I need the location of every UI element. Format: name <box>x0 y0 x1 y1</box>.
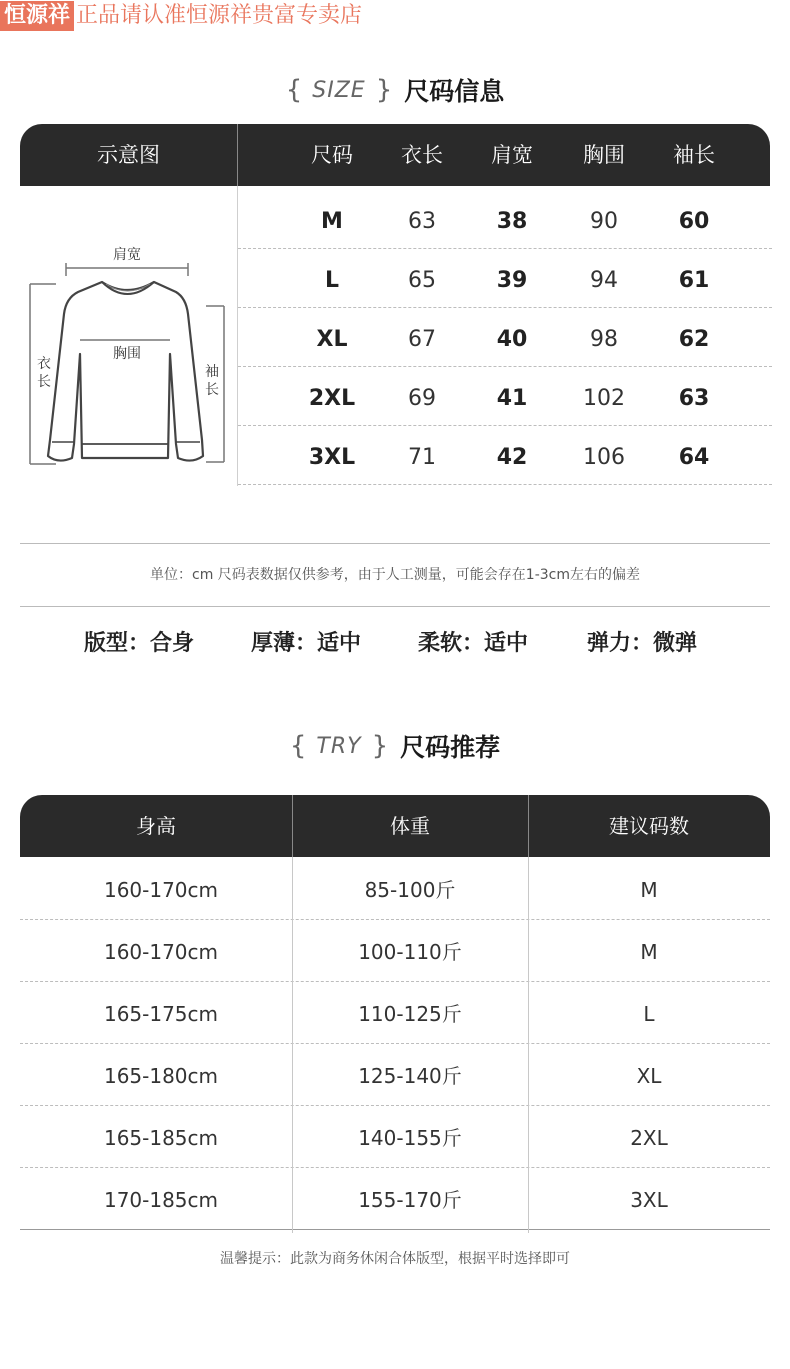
size-row <box>238 308 772 367</box>
size-table-header <box>20 124 770 186</box>
length-cell: 69 <box>408 386 436 411</box>
sleeve-cell: 62 <box>678 327 710 352</box>
height-cell: 160-170cm <box>103 878 219 902</box>
shoulder-cell: 39 <box>496 268 528 293</box>
size-cell: 3XL <box>308 445 356 470</box>
height-cell: 165-175cm <box>103 1002 219 1026</box>
try-row <box>20 1106 770 1168</box>
height-cell: 170-185cm <box>103 1188 219 1212</box>
column-divider <box>528 857 529 1233</box>
try-row <box>20 1044 770 1106</box>
fabric-attributes <box>0 626 790 660</box>
header-shoulder: 肩宽 <box>491 143 533 167</box>
size-cell: 2XL <box>308 386 356 411</box>
recommended-size-cell: M <box>640 878 658 902</box>
header-chest: 胸围 <box>583 143 625 167</box>
try-row <box>20 982 770 1044</box>
header-sleeve: 袖长 <box>673 143 715 167</box>
recommended-size-cell: M <box>640 940 658 964</box>
weight-cell: 140-155斤 <box>358 1126 462 1150</box>
size-row <box>238 249 772 308</box>
brace-right-icon: } <box>375 75 393 105</box>
softness-attribute: 柔软：适中 <box>418 631 529 656</box>
chest-label: 胸围 <box>113 346 141 362</box>
size-cell: M <box>321 209 343 234</box>
recommended-size-cell: XL <box>636 1064 662 1088</box>
length-cell: 63 <box>408 209 436 234</box>
try-section-title <box>0 726 790 766</box>
header-recommended-size: 建议码数 <box>609 814 689 838</box>
header-length: 衣长 <box>401 143 443 167</box>
size-section-title <box>0 70 790 110</box>
try-row <box>20 858 770 920</box>
weight-cell: 110-125斤 <box>358 1002 462 1026</box>
brace-left-icon: { <box>289 731 307 761</box>
elasticity-attribute: 弹力：微弹 <box>587 631 698 656</box>
chest-cell: 102 <box>583 386 625 411</box>
chest-cell: 106 <box>583 445 625 470</box>
header-height: 身高 <box>136 814 176 838</box>
shoulder-cell: 42 <box>496 445 528 470</box>
size-title-en: SIZE <box>312 77 366 103</box>
size-cell: XL <box>316 327 348 352</box>
try-title-cn: 尺码推荐 <box>400 733 501 762</box>
try-table-header <box>20 795 770 857</box>
chest-cell: 94 <box>590 268 618 293</box>
recommended-size-cell: L <box>643 1002 655 1026</box>
length-label-1: 衣 <box>37 356 51 372</box>
length-cell: 65 <box>408 268 436 293</box>
header-divider <box>237 124 238 186</box>
weight-cell: 100-110斤 <box>358 940 462 964</box>
divider-line <box>20 606 770 607</box>
header-size: 尺码 <box>311 143 353 167</box>
shoulder-cell: 40 <box>496 327 528 352</box>
sweater-icon <box>20 186 238 486</box>
brace-right-icon: } <box>371 731 389 761</box>
brand-banner <box>0 0 362 32</box>
header-weight: 体重 <box>390 814 430 838</box>
sleeve-cell: 61 <box>678 268 710 293</box>
sleeve-cell: 64 <box>678 445 710 470</box>
chest-cell: 90 <box>590 209 618 234</box>
sleeve-label-2: 长 <box>205 382 219 398</box>
shoulder-label: 肩宽 <box>113 247 141 263</box>
height-cell: 160-170cm <box>103 940 219 964</box>
sleeve-cell: 63 <box>678 386 710 411</box>
unit-note: 单位：cm 尺码表数据仅供参考，由于人工测量，可能会存在1-3cm左右的偏差 <box>150 567 640 583</box>
try-row <box>20 1168 770 1230</box>
try-title-en: TRY <box>316 733 362 759</box>
length-cell: 71 <box>408 445 436 470</box>
tip-note: 温馨提示：此款为商务休闲合体版型，根据平时选择即可 <box>220 1251 570 1267</box>
header-diagram: 示意图 <box>97 143 160 167</box>
thickness-attribute: 厚薄：适中 <box>251 631 362 656</box>
length-label-2: 长 <box>37 374 51 390</box>
brace-left-icon: { <box>285 75 303 105</box>
height-cell: 165-185cm <box>103 1126 219 1150</box>
weight-cell: 155-170斤 <box>358 1188 462 1212</box>
try-row <box>20 920 770 982</box>
weight-cell: 85-100斤 <box>364 878 456 902</box>
recommended-size-cell: 3XL <box>630 1188 668 1212</box>
fit-attribute: 版型：合身 <box>84 631 195 656</box>
shoulder-cell: 38 <box>496 209 528 234</box>
length-cell: 67 <box>408 327 436 352</box>
shoulder-cell: 41 <box>496 386 528 411</box>
column-divider <box>292 857 293 1233</box>
divider-line <box>20 543 770 544</box>
size-row <box>238 426 772 485</box>
sleeve-cell: 60 <box>678 209 710 234</box>
height-cell: 165-180cm <box>103 1064 219 1088</box>
weight-cell: 125-140斤 <box>358 1064 462 1088</box>
size-title-cn: 尺码信息 <box>404 77 505 106</box>
recommended-size-cell: 2XL <box>630 1126 668 1150</box>
brand-slogan: 正品请认准恒源祥贵富专卖店 <box>76 3 363 28</box>
size-cell: L <box>324 268 340 293</box>
chest-cell: 98 <box>590 327 618 352</box>
sleeve-label-1: 袖 <box>205 364 219 380</box>
size-row <box>238 367 772 426</box>
brand-logo: 恒源祥 <box>0 1 74 31</box>
sweater-diagram <box>20 186 238 486</box>
size-row <box>238 190 772 249</box>
